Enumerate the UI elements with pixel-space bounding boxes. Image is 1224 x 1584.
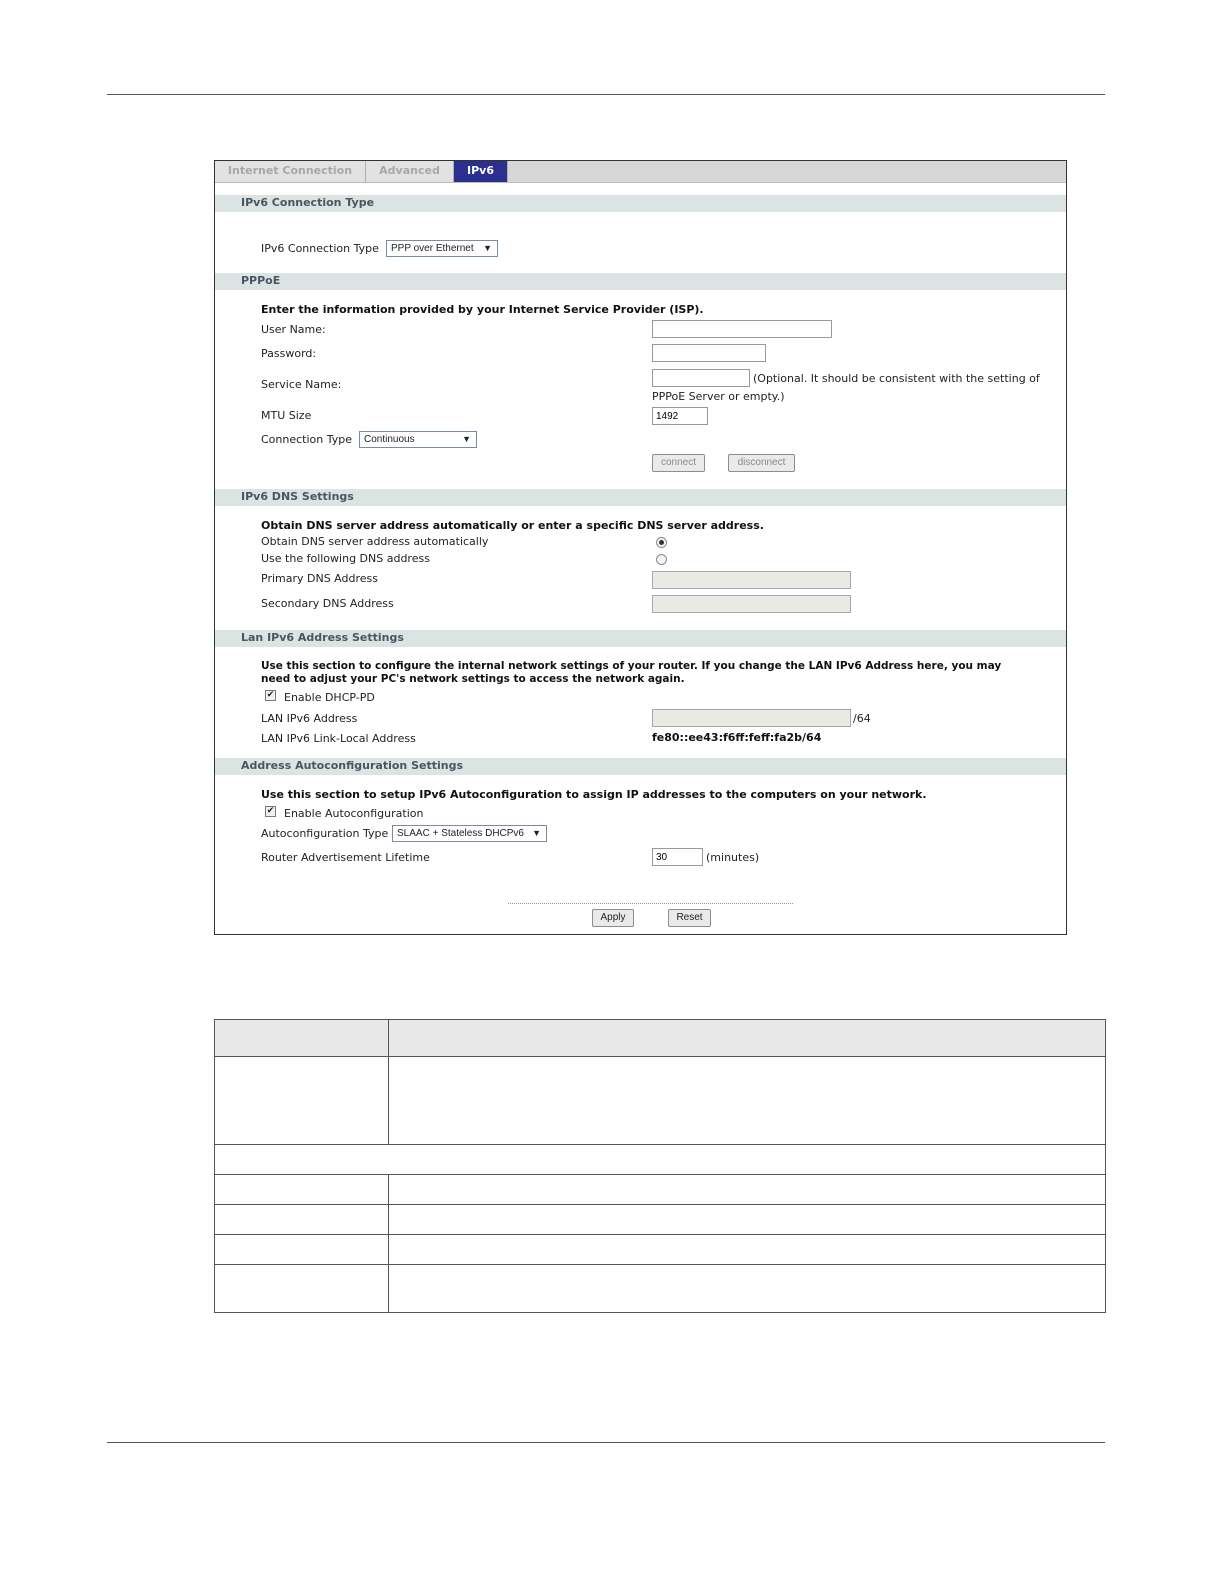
- service-name-label: Service Name:: [261, 378, 342, 391]
- section-address-autoconfiguration: [215, 758, 1066, 775]
- service-name-note: (Optional. It should be consistent with the setting of: [753, 372, 1040, 385]
- secondary-dns-input[interactable]: [652, 595, 851, 613]
- ra-lifetime-label: Router Advertisement Lifetime: [261, 851, 430, 864]
- chevron-down-icon: ▼: [483, 243, 492, 253]
- header-rule: [107, 94, 1105, 95]
- table-row-divider: [215, 1144, 1105, 1145]
- section-pppoe: [215, 273, 1066, 290]
- dhcp-pd-checkbox[interactable]: ✔: [266, 690, 275, 700]
- autoconf-intro: Use this section to setup IPv6 Autoconfiguration to assign IP addresses to the computers on your network.: [261, 788, 927, 801]
- section-title: PPPoE: [241, 274, 281, 287]
- primary-dns-input[interactable]: [652, 571, 851, 589]
- apply-button[interactable]: Apply: [592, 909, 634, 927]
- mtu-size-input[interactable]: [652, 407, 708, 425]
- section-title: IPv6 DNS Settings: [241, 490, 354, 503]
- ipv6-settings-panel: [214, 160, 1067, 935]
- autoconf-type-value: SLAAC + Stateless DHCPv6: [397, 828, 524, 839]
- section-ipv6-dns-settings: [215, 489, 1066, 506]
- disconnect-button[interactable]: disconnect: [728, 454, 795, 472]
- table-row-divider: [215, 1174, 1105, 1175]
- link-local-value: fe80::ee43:f6ff:feff:fa2b/64: [652, 731, 822, 744]
- reset-button[interactable]: Reset: [668, 909, 711, 927]
- pppoe-intro: Enter the information provided by your Internet Service Provider (ISP).: [261, 303, 704, 316]
- table-row-divider: [215, 1264, 1105, 1265]
- tab-ipv6[interactable]: IPv6: [454, 161, 508, 182]
- section-title: Address Autoconfiguration Settings: [241, 759, 464, 772]
- pppoe-connection-type-value: Continuous: [364, 434, 415, 445]
- section-ipv6-connection-type: [215, 195, 1066, 212]
- ra-lifetime-input[interactable]: [652, 848, 703, 866]
- user-name-input[interactable]: [652, 320, 832, 338]
- tab-bar: [215, 161, 1066, 183]
- lan-intro: Use this section to configure the internal network settings of your router. If you change the LAN IPv6 Address here, you may: [261, 660, 1002, 672]
- pppoe-connection-type-select[interactable]: [359, 431, 477, 448]
- dns-manual-radio[interactable]: [656, 554, 667, 565]
- password-label: Password:: [261, 347, 317, 360]
- service-name-note-2: PPPoE Server or empty.): [652, 390, 785, 403]
- description-table: [214, 1019, 1106, 1313]
- dns-auto-radio[interactable]: [656, 537, 667, 548]
- ra-lifetime-unit: (minutes): [706, 851, 760, 864]
- dns-intro: Obtain DNS server address automatically or enter a specific DNS server address.: [261, 519, 764, 532]
- dns-manual-label: Use the following DNS address: [261, 552, 430, 565]
- table-row-divider: [215, 1234, 1105, 1235]
- dns-auto-label: Obtain DNS server address automatically: [261, 535, 489, 548]
- lan-ipv6-address-input[interactable]: [652, 709, 851, 727]
- chevron-down-icon: ▼: [462, 434, 471, 444]
- link-local-label: LAN IPv6 Link-Local Address: [261, 732, 416, 745]
- button-divider: [508, 903, 793, 904]
- section-title: IPv6 Connection Type: [241, 196, 375, 209]
- table-row-divider: [215, 1204, 1105, 1205]
- autoconf-type-label: Autoconfiguration Type: [261, 827, 389, 840]
- primary-dns-label: Primary DNS Address: [261, 572, 378, 585]
- service-name-input[interactable]: [652, 369, 750, 387]
- connection-type-value: PPP over Ethernet: [391, 243, 474, 254]
- connection-type-label: IPv6 Connection Type: [261, 242, 379, 255]
- secondary-dns-label: Secondary DNS Address: [261, 597, 394, 610]
- tab-internet-connection[interactable]: Internet Connection: [215, 161, 366, 182]
- mtu-size-label: MTU Size: [261, 409, 312, 422]
- prefix-length-suffix: /64: [853, 712, 871, 725]
- chevron-down-icon: ▼: [532, 828, 541, 838]
- section-title: Lan IPv6 Address Settings: [241, 631, 404, 644]
- footer-rule: [107, 1442, 1105, 1443]
- pppoe-connection-type-label: Connection Type: [261, 433, 353, 446]
- enable-autoconf-label: Enable Autoconfiguration: [284, 807, 424, 820]
- table-header-row: [215, 1020, 1105, 1057]
- tab-advanced[interactable]: Advanced: [366, 161, 454, 182]
- dhcp-pd-label: Enable DHCP-PD: [284, 691, 375, 704]
- table-column-divider: [388, 1020, 389, 1144]
- enable-autoconf-checkbox[interactable]: ✔: [266, 806, 275, 816]
- lan-intro-2: need to adjust your PC's network settings to access the network again.: [261, 673, 685, 685]
- password-input[interactable]: [652, 344, 766, 362]
- lan-ipv6-address-label: LAN IPv6 Address: [261, 712, 358, 725]
- connection-type-select[interactable]: [386, 240, 498, 257]
- user-name-label: User Name:: [261, 323, 326, 336]
- section-lan-ipv6-address-settings: [215, 630, 1066, 647]
- connect-button[interactable]: connect: [652, 454, 705, 472]
- table-column-divider: [388, 1174, 389, 1312]
- autoconf-type-select[interactable]: [392, 825, 547, 842]
